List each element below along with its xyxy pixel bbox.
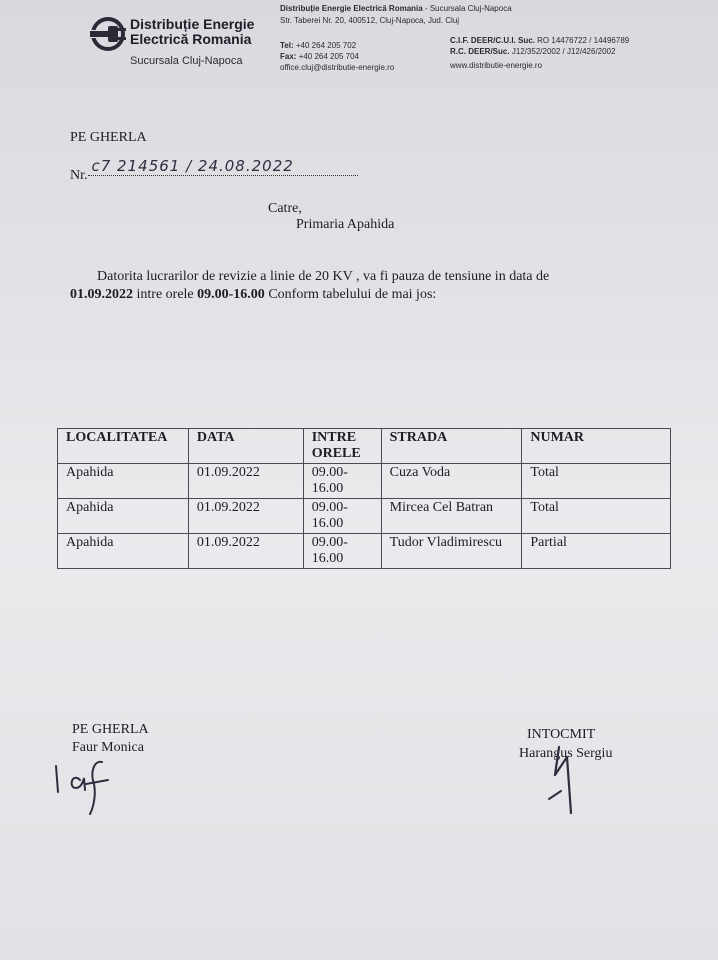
table-row	[58, 499, 671, 534]
header-intre-orele: INTRE ORELE	[303, 429, 381, 464]
rc-label: R.C. DEER/Suc.	[450, 47, 510, 56]
signatory-right-name: Harangus Sergiu	[519, 746, 613, 761]
cell-localitate: Apahida	[58, 464, 189, 499]
cell-numar: Total	[522, 464, 671, 499]
company-name: Distribuție Energie Electrică Romania	[280, 4, 423, 13]
right-signature	[545, 745, 585, 820]
cell-localitate: Apahida	[58, 534, 189, 569]
cell-numar: Total	[522, 499, 671, 534]
left-signature	[50, 758, 120, 818]
cif-value: RO 14476722 / 14496789	[537, 36, 630, 45]
body-end: Conform tabelului de mai jos:	[264, 287, 437, 302]
cell-numar: Partial	[522, 534, 671, 569]
fax-label: Fax:	[280, 52, 297, 61]
tel-label: Tel:	[280, 41, 294, 50]
cell-strada: Mircea Cel Batran	[381, 499, 522, 534]
brand-line-2: Electrică Romania	[130, 31, 252, 47]
cell-data: 01.09.2022	[188, 534, 303, 569]
body-line-2	[70, 287, 436, 303]
cif-label: C.I.F. DEER/C.U.I. Suc.	[450, 36, 535, 45]
body-line-1: Datorita lucrarilor de revizie a linie de 20 KV , va fi pauza de tensiune in data de	[97, 269, 550, 284]
cell-interval: 09.00-16.00	[303, 499, 381, 534]
cell-interval: 09.00-16.00	[303, 534, 381, 569]
brand-line-1: Distribuție Energie	[130, 16, 255, 32]
cell-interval: 09.00-16.00	[303, 464, 381, 499]
header-strada: STRADA	[381, 429, 522, 464]
contact-fax	[280, 51, 359, 62]
handwritten-number: c7 214561 / 24.08.2022	[88, 157, 358, 176]
registration-number	[70, 157, 358, 184]
cell-strada: Cuza Voda	[381, 464, 522, 499]
table-header-row	[58, 429, 671, 464]
company-address: Str. Taberei Nr. 20, 400512, Cluj-Napoca, Jud. Cluj	[280, 16, 460, 25]
outage-table	[57, 428, 671, 569]
cell-data: 01.09.2022	[188, 499, 303, 534]
company-branch: - Sucursala Cluj-Napoca	[422, 4, 512, 13]
website: www.distributie-energie.ro	[450, 61, 543, 70]
brand-subtitle: Sucursala Cluj-Napoca	[130, 55, 243, 67]
cell-data: 01.09.2022	[188, 464, 303, 499]
contact-email: office.cluj@distributie-energie.ro	[280, 63, 395, 72]
outage-hours: 09.00-16.00	[197, 287, 265, 302]
signatory-left-name: Faur Monica	[72, 740, 144, 755]
signatory-left-unit: PE GHERLA	[72, 722, 149, 737]
rc-line	[450, 46, 615, 57]
company-line	[280, 3, 512, 14]
header-data: DATA	[188, 429, 303, 464]
table-row	[58, 534, 671, 569]
body-mid: intre orele	[133, 287, 198, 302]
header-numar: NUMAR	[522, 429, 671, 464]
sender-unit: PE GHERLA	[70, 130, 147, 145]
cell-strada: Tudor Vladimirescu	[381, 534, 522, 569]
table-row	[58, 464, 671, 499]
contact-tel	[280, 40, 356, 51]
power-plug-logo-icon	[88, 14, 128, 54]
cell-localitate: Apahida	[58, 499, 189, 534]
tel-value: +40 264 205 702	[295, 41, 357, 50]
rc-value: J12/352/2002 / J12/426/2002	[511, 47, 616, 56]
brand-name	[130, 17, 254, 47]
outage-date: 01.09.2022	[70, 287, 133, 302]
nr-label: Nr.	[70, 168, 88, 183]
addressee-name: Primaria Apahida	[296, 217, 395, 232]
fax-value: +40 264 205 704	[298, 52, 359, 61]
addressee-label: Catre,	[268, 201, 302, 216]
signatory-right-title: INTOCMIT	[527, 727, 596, 742]
cif-line	[450, 35, 629, 46]
header-localitatea: LOCALITATEA	[58, 429, 189, 464]
